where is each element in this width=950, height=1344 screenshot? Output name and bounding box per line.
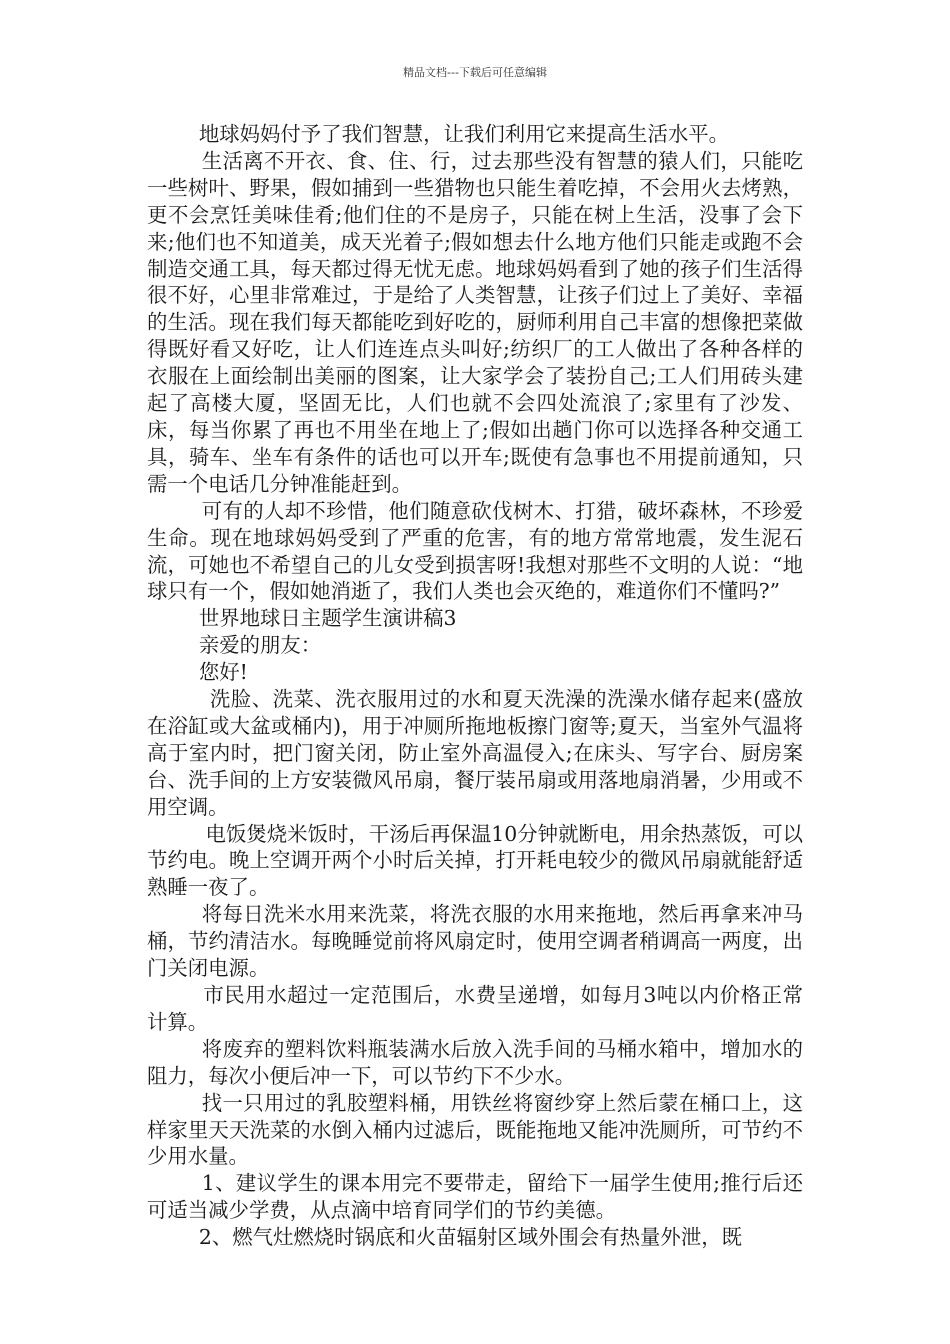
paragraph-intro: 地球妈妈付予了我们智慧，让我们利用它来提高生活水平。 [147,122,730,146]
paragraph-human-wisdom: 生活离不开衣、食、住、行，过去那些没有智慧的猿人们，只能吃一些树叶、野果，假如捕到一些猎物也只能生着吃掉，不会用火去烤熟，更不会烹饪美味佳肴;他们住的不是房子，只能在树上生活，没事了会下来;他们也不知道美，成天光着子;假如想去什么地方他们只能走或跑不会制造交通工具，每天都过得无忧无虑。地球妈妈看到了她的孩子们生活得很不好，心里非常难过，于是给了人类智慧，让孩子们过上了美好、幸福的生活。现在我们每天都能吃到好吃的，厨师利用自己丰富的想像把菜做得既好看又好吃，让人们连连点头叫好;纺织厂的工人做出了各种各样的衣服在上面绘制出美丽的图案，让大家学会了装扮自己;工人们用砖头建起了高楼大厦，坚固无比，人们也就不会四处流浪了;家里有了沙发、床，每当你累了再也不用坐在地上了;假如出趟门你可以选择各种交通工具，骑车、坐车有条件的话也可以开车;既使有急事也不用提前通知，只需一个电话几分钟准能赶到。 [147,148,803,496]
paragraph-latex-bucket: 找一只用过的乳胶塑料桶，用铁丝将窗纱穿上然后蒙在桶口上，这样家里天天洗菜的水倒入桶内过滤后，既能拖地又能冲洗厕所，可节约不少用水量。 [147,1090,803,1169]
greeting-salutation: 亲爱的朋友： [147,633,322,658]
paragraph-water-fee: 市民用水超过一定范围后，水费呈递增，如每月3吨以内价格正常计算。 [147,983,803,1034]
document-body [147,121,803,1251]
paragraph-water-reuse: 洗脸、洗菜、洗衣服用过的水和夏天洗澡的洗澡水储存起来(盛放在浴缸或大盆或桶内)，用于冲厕所拖地板擦门窗等;夏天，当室外气温将高于室内时，把门窗关闭，防止室外高温侵入;在床头、写字台、厨房案台、洗手间的上方安装微风吊扇，餐厅装吊扇或用落地扇消暑，少用或不用空调。 [147,687,803,819]
paragraph-textbooks: 1、建议学生的课本用完不要带走，留给下一届学生使用;推行后还可适当减少学费，从点滴中培育同学们的节约美德。 [147,1171,803,1223]
paragraph-not-cherish: 可有的人却不珍惜，他们随意砍伐树木、打猎，破坏森林，不珍爱生命。现在地球妈妈受到了严重的危害，有的地方常常地震，发生泥石流，可她也不希望自己的儿女受到损害呀!我想对那些不文明的人说：“地球只有一个，假如她消逝了，我们人类也会灭绝的，难道你们不懂吗?” [147,498,803,604]
paragraph-plastic-bottle: 将废弃的塑料饮料瓶装满水后放入洗手间的马桶水箱中，增加水的阻力，每次小便后冲一下，可以节约下不少水。 [147,1036,803,1088]
paragraph-rice-cooker: 电饭煲烧米饭时，干汤后再保温10分钟就断电，用余热蒸饭，可以节约电。晚上空调开两个小时后关掉，打开耗电较少的微风吊扇就能舒适熟睡一夜了。 [147,821,803,900]
greeting-hello: 您好! [147,660,248,685]
page-header-note: 精品文档---下载后可任意编辑 [403,66,547,79]
paragraph-rice-water: 将每日洗米水用来洗菜，将洗衣服的水用来拖地，然后再拿来冲马桶，节约清洁水。每晚睡觉前将风扇定时，使用空调者稍调高一两度，出门关闭电源。 [147,902,803,981]
paragraph-gas-stove: 2、燃气灶燃烧时锅底和火苗辐射区域外围会有热量外泄，既 [147,1225,742,1250]
section-title: 世界地球日主题学生演讲稿3 [147,606,457,631]
